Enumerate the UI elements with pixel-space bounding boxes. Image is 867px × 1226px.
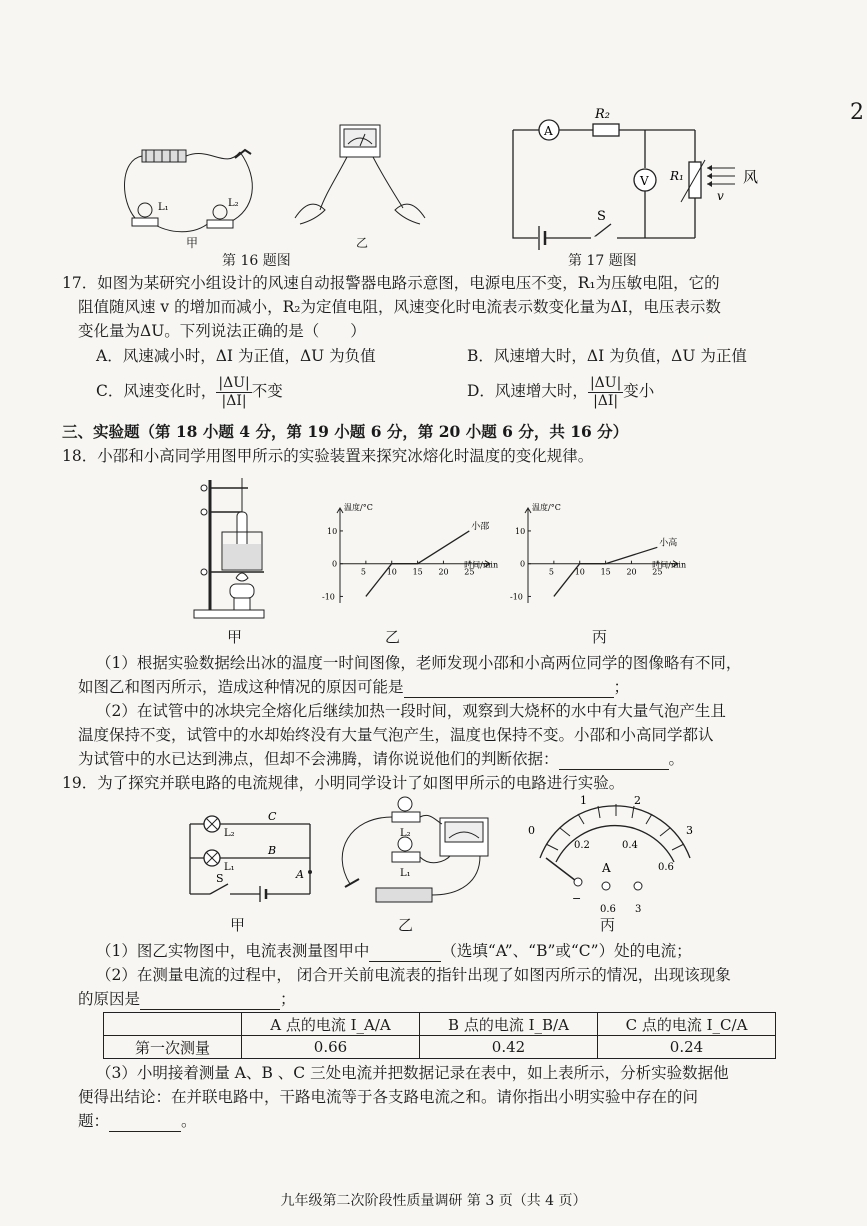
table-cell: 0.66 (242, 1036, 420, 1059)
svg-text:C: C (268, 810, 277, 823)
figure-17-circuit (505, 100, 775, 250)
fig16-caption: 第 16 题图 (222, 253, 291, 269)
x-tick-label: 15 (412, 567, 423, 577)
svg-text:0.2: 0.2 (574, 840, 590, 851)
q19-label-yi: 乙 (398, 916, 414, 934)
svg-text:L₁: L₁ (400, 868, 411, 879)
q19-stem: 19．为了探究并联电路的电流规律，小明同学设计了如图甲所示的电路进行实验。 (62, 774, 625, 792)
q19-blank-1[interactable] (369, 945, 441, 962)
svg-text:3: 3 (635, 904, 642, 915)
table-cell: 第一次测量 (104, 1036, 242, 1059)
svg-text:L₂: L₂ (400, 828, 411, 839)
table-header-cell: A 点的电流 I_A/A (242, 1013, 420, 1036)
x-tick-label: 25 (652, 567, 663, 577)
q17-option-b: B．风速增大时，ΔI 为负值，ΔU 为正值 (467, 347, 747, 365)
svg-text:R₁: R₁ (670, 169, 684, 183)
q18-p1a: （1）根据实验数据绘出冰的温度一时间图像，老师发现小邵和小高两位同学的图像略有不同， (96, 654, 742, 672)
page-mark: 2 (850, 100, 864, 125)
series-label: 小邵 (471, 521, 490, 532)
page-footer: 九年级第二次阶段性质量调研 第 3 页（共 4 页） (280, 1193, 587, 1209)
table-header-row (104, 1013, 776, 1036)
figure-16-jia (110, 140, 270, 245)
svg-text:V: V (640, 174, 649, 188)
figure-19-yi-physical (330, 792, 500, 912)
q19-label-jia: 甲 (230, 916, 246, 934)
q17-option-a: A．风速减小时，ΔI 为正值，ΔU 为负值 (96, 347, 376, 365)
svg-text:A: A (296, 868, 304, 881)
x-tick-label: 20 (626, 567, 637, 577)
q19-p3c: 题： 。 (78, 1112, 197, 1130)
y-tick-label: 10 (327, 526, 338, 536)
svg-text:A: A (544, 124, 553, 138)
x-tick-label: 5 (360, 567, 366, 577)
table-header-cell: C 点的电流 I_C/A (598, 1013, 776, 1036)
q19-p1: （1）图乙实物图中，电流表测量图甲中 （选填“A”、“B”或“C”）处的电流； (96, 942, 692, 960)
q18-p2a: （2）在试管中的冰块完全熔化后继续加热一段时间，观察到大烧杯的水中有大量气泡产生且 (96, 702, 726, 720)
q19-data-table (103, 1012, 776, 1059)
svg-text:风: 风 (743, 168, 759, 186)
svg-text:S: S (597, 209, 606, 224)
q19-p2b: 的原因是 ； (78, 990, 296, 1008)
q18-stem: 18．小邵和小高同学用图甲所示的实验装置来探究冰熔化时温度的变化规律。 (62, 447, 594, 465)
svg-text:0: 0 (528, 824, 535, 837)
table-row (104, 1036, 776, 1059)
table-cell: 0.42 (420, 1036, 598, 1059)
svg-text:0.6: 0.6 (600, 904, 616, 915)
x-tick-label: 15 (600, 567, 611, 577)
chart-bing (498, 498, 698, 616)
section-3-heading: 三、实验题（第 18 小题 4 分，第 19 小题 6 分，第 20 小题 6 分，共 16 分） (62, 422, 629, 441)
x-tick-label: 10 (386, 567, 397, 577)
svg-text:L₁: L₁ (224, 862, 235, 873)
fraction-c: $\frac{|\Delta U|}{|\Delta I|}$ (218, 374, 250, 409)
y-axis-label: 温度/°C (344, 503, 373, 512)
q17-line3: 变化量为ΔU。下列说法正确的是（ ） (78, 322, 366, 340)
svg-text:0.6: 0.6 (658, 862, 674, 873)
fig17-caption: 第 17 题图 (568, 253, 637, 269)
q19-blank-3[interactable] (109, 1115, 181, 1132)
q19-blank-2[interactable] (140, 993, 280, 1010)
q17-option-d: D．风速增大时， $\frac{|\Delta U|}{|\Delta I|}$ 变小 (467, 374, 655, 409)
fraction-d: $\frac{|\Delta U|}{|\Delta I|}$ (589, 374, 622, 409)
svg-text:A: A (602, 861, 611, 875)
figure-19-bing-ammeter (520, 792, 710, 922)
svg-text:L₂: L₂ (228, 198, 239, 209)
q19-p2a: （2）在测量电流的过程中， 闭合开关前电流表的指针出现了如图丙所示的情况，出现该现象 (96, 966, 731, 984)
q18-label-bing: 丙 (592, 628, 608, 646)
table-header-cell (104, 1013, 242, 1036)
y-axis-label: 温度/°C (532, 503, 561, 512)
q18-label-jia: 甲 (227, 628, 243, 646)
svg-text:2: 2 (634, 794, 641, 807)
figure-16-yi (285, 120, 435, 230)
x-axis-label: 时间/min (652, 560, 687, 570)
fig16-jia-label: 甲 (186, 236, 199, 250)
y-tick-label: 10 (515, 526, 526, 536)
svg-text:3: 3 (686, 824, 693, 837)
x-tick-label: 20 (438, 567, 449, 577)
chart-yi (310, 498, 510, 616)
series-label: 小高 (659, 538, 678, 549)
x-axis-label: 时间/min (464, 560, 499, 570)
svg-text:L₁: L₁ (158, 202, 169, 213)
q18-p1b: 如图乙和图丙所示，造成这种情况的原因可能是 ； (78, 678, 630, 696)
q19-p3a: （3）小明接着测量 A、B 、C 三处电流并把数据记录在表中，如上表所示，分析实验数据他 (96, 1064, 729, 1082)
q18-label-yi: 乙 (385, 628, 401, 646)
svg-text:1: 1 (580, 794, 587, 807)
svg-text:B: B (268, 844, 277, 857)
q19-p3b: 便得出结论：在并联电路中，干路电流等于各支路电流之和。请你指出小明实验中存在的问 (78, 1088, 699, 1106)
q18-p2b: 温度保持不变，试管中的水却始终没有大量气泡产生，温度也保持不变。小邵和小高同学都认 (78, 726, 714, 744)
svg-text:0.4: 0.4 (622, 840, 638, 851)
svg-text:R₂: R₂ (595, 107, 610, 122)
y-tick-label: 0 (520, 559, 526, 569)
figure-18-apparatus (190, 472, 270, 622)
q18-blank-2[interactable] (559, 753, 669, 770)
q18-blank-1[interactable] (404, 681, 614, 698)
x-tick-label: 10 (574, 567, 585, 577)
q18-p2c: 为试管中的水已达到沸点，但却不会沸腾，请你说说他们的判断依据： 。 (78, 750, 685, 768)
q17-option-c: C．风速变化时， $\frac{|\Delta U|}{|\Delta I|}$ 不变 (96, 374, 283, 409)
svg-text:v: v (717, 189, 724, 203)
svg-text:−: − (572, 892, 582, 905)
y-tick-label: -10 (322, 592, 335, 602)
y-tick-label: -10 (510, 592, 523, 602)
svg-text:S: S (216, 872, 224, 885)
figure-19-jia-circuit (180, 806, 330, 906)
q17-line2: 阻值随风速 v 的增加而减小，R₂为定值电阻，风速变化时电流表示数变化量为ΔI，电压表示数 (78, 298, 721, 316)
q19-label-bing: 丙 (600, 916, 616, 934)
x-tick-label: 25 (464, 567, 475, 577)
svg-text:L₂: L₂ (224, 828, 235, 839)
table-header-cell: B 点的电流 I_B/A (420, 1013, 598, 1036)
y-tick-label: 0 (332, 559, 338, 569)
x-tick-label: 5 (548, 567, 554, 577)
table-cell: 0.24 (598, 1036, 776, 1059)
q17-line1: 17．如图为某研究小组设计的风速自动报警器电路示意图，电源电压不变，R₁为压敏电阻，它的 (62, 274, 720, 292)
fig16-yi-label: 乙 (356, 236, 369, 250)
